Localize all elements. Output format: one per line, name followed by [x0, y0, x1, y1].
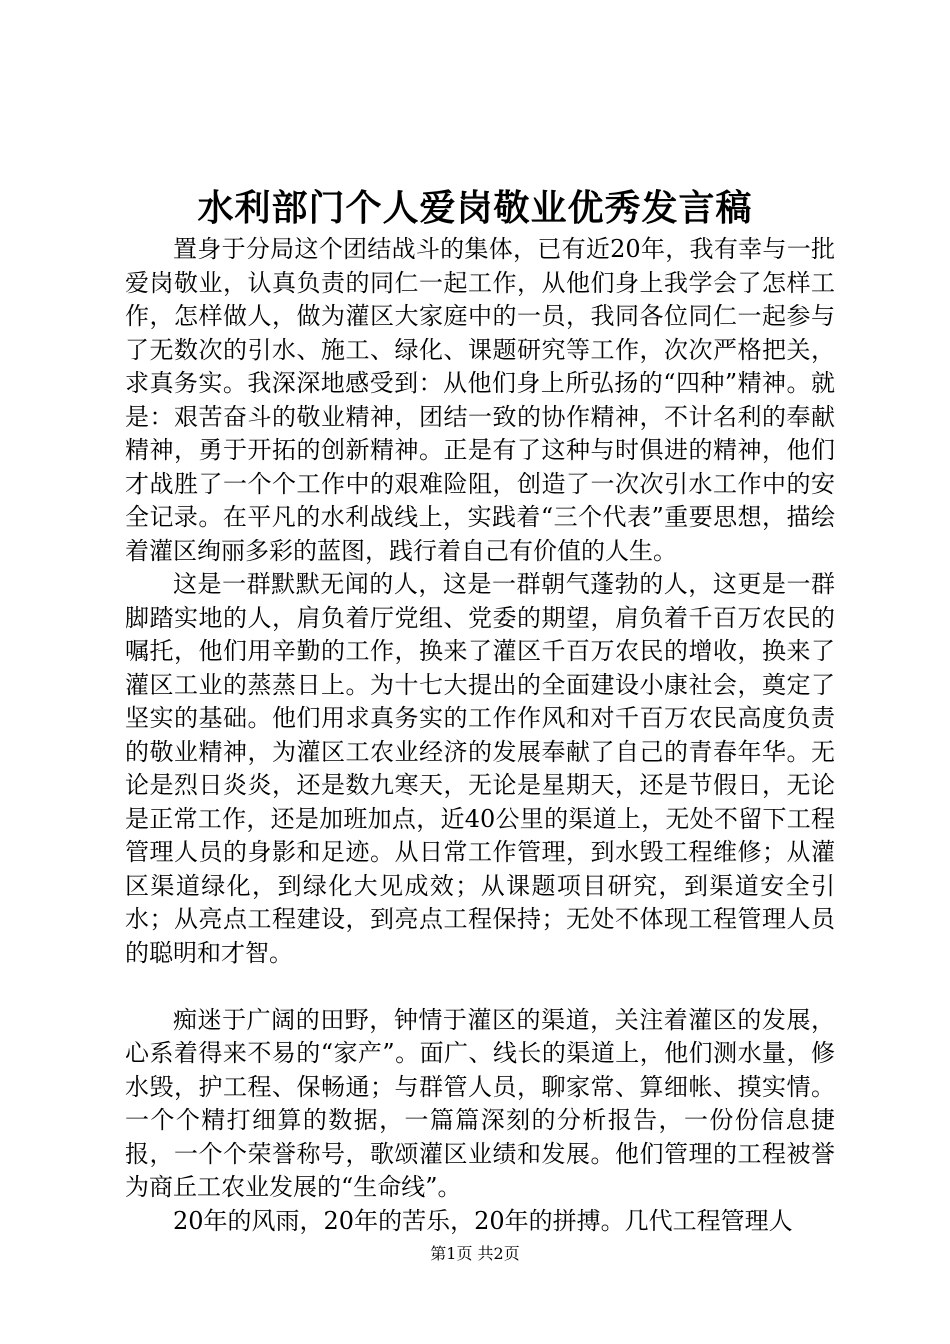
- paragraph-3: 痴迷于广阔的田野，钟情于灌区的渠道，关注着灌区的发展，心系着得来不易的“家产”。面广、线长的渠道上，他们测水量，修水毁，护工程、保畅通；与群管人员，聊家常、算细帐、摸实情。一个个精打细算的数据，一篇篇深刻的分析报告，一份份信息捷报，一个个荣誉称号，歌颂灌区业绩和发展。他们管理的工程被誉为商丘工农业发展的“生命线”。: [125, 1005, 835, 1201]
- paragraph-2: 这是一群默默无闻的人，这是一群朝气蓬勃的人，这更是一群脚踏实地的人，肩负着厅党组、党委的期望，肩负着千百万农民的嘱托，他们用辛勤的工作，换来了灌区千百万农民的增收，换来了灌区工业的蒸蒸日上。为十七大提出的全面建设小康社会，奠定了坚实的基础。他们用求真务实的工作作风和对千百万农民高度负责的敬业精神，为灌区工农业经济的发展奉献了自己的青春年华。无论是烈日炎炎，还是数九寒天，无论是星期天，还是节假日，无论是正常工作，还是加班加点，近40公里的渠道上，无处不留下工程管理人员的身影和足迹。从日常工作管理，到水毁工程维修；从灌区渠道绿化，到绿化大见成效；从课题项目研究，到渠道安全引水；从亮点工程建设，到亮点工程保持；无处不体现工程管理人员的聪明和才智。: [125, 570, 835, 967]
- document-body: [125, 233, 835, 1238]
- document-title: 水利部门个人爱岗敬业优秀发言稿: [197, 187, 753, 229]
- paragraph-4: 20年的风雨，20年的苦乐，20年的拼搏。几代工程管理人: [173, 1206, 793, 1235]
- paragraph-1: 置身于分局这个团结战斗的集体，已有近20年，我有幸与一批爱岗敬业，认真负责的同仁一起工作，从他们身上我学会了怎样工作，怎样做人，做为灌区大家庭中的一员，我同各位同仁一起参与了无数次的引水、施工、绿化、课题研究等工作，次次严格把关，求真务实。我深深地感受到：从他们身上所弘扬的“四种”精神。就是：艰苦奋斗的敬业精神，团结一致的协作精神，不计名利的奉献精神，勇于开拓的创新精神。正是有了这种与时俱进的精神，他们才战胜了一个个工作中的艰难险阻，创造了一次次引水工作中的安全记录。在平凡的水利战线上，实践着“三个代表”重要思想，描绘着灌区绚丽多彩的蓝图，践行着自己有价值的人生。: [125, 235, 835, 565]
- page-number-footer: 第1页 共2页: [430, 1244, 520, 1263]
